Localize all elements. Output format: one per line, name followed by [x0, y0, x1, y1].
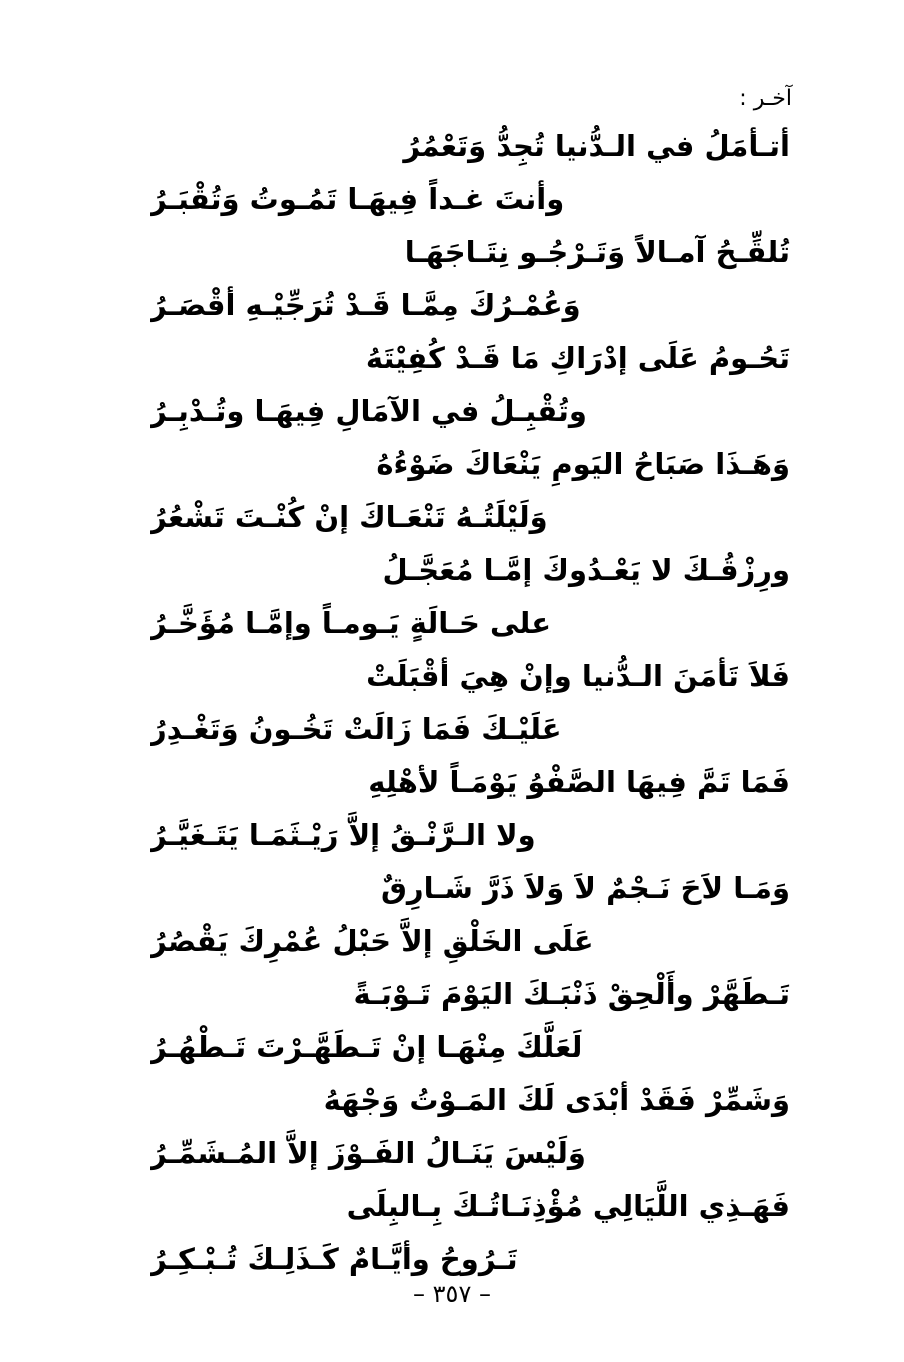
- page-number: – ٣٥٧ –: [413, 1280, 491, 1308]
- verse-first-hemistich: فَمَا تَمَّ فِيهَا الصَّفْوُ يَوْمَـاً لأهْلِهِ: [368, 765, 790, 799]
- verse-second-hemistich: ولا الـرَّنْـقُ إلاَّ رَيْـثَمَـا يَتَـغَيَّـرُ: [150, 818, 536, 852]
- section-label: آخـر :: [739, 86, 792, 111]
- verse-second-hemistich: وَلَيْلَتُـهُ تَنْعَـاكَ إنْ كُنْـتَ تَشْعُرُ: [150, 500, 548, 534]
- verse-first-hemistich: ورِزْقُـكَ لا يَعْـدُوكَ إمَّـا مُعَجَّـلُ: [382, 553, 790, 587]
- verse-first-hemistich: أتـأمَلُ في الـدُّنيا تُجِدُّ وَتَعْمُرُ: [403, 129, 790, 163]
- verse-second-hemistich: وَلَيْسَ يَنَـالُ الفَـوْزَ إلاَّ المُـشَمِّـرُ: [150, 1136, 586, 1170]
- verse-second-hemistich: عَلَى الخَلْقِ إلاَّ حَبْلُ عُمْرِكَ يَقْصُرُ: [150, 924, 594, 958]
- verse-second-hemistich: تَـرُوحُ وأيَّـامٌ كَـذَلِـكَ تُـبْـكِـرُ: [150, 1242, 518, 1276]
- verse-second-hemistich: وتُقْبِـلُ في الآمَالِ فِيهَـا وتُـدْبِـرُ: [150, 394, 587, 428]
- verse-first-hemistich: وَهَـذَا صَبَاحُ اليَومِ يَنْعَاكَ ضَوْءُهُ: [376, 447, 790, 481]
- verse-first-hemistich: تَحُـومُ عَلَى إدْرَاكِ مَا قَـدْ كُفِيْتَهُ: [365, 341, 790, 375]
- verse-first-hemistich: تُلقِّـحُ آمـالاً وَتَـرْجُـو نِتَـاجَهَـا: [404, 235, 790, 269]
- poem: [150, 120, 790, 1286]
- verse-second-hemistich: على حَـالَةٍ يَـومـاً وإمَّـا مُؤَخَّـرُ: [150, 606, 552, 640]
- verse-first-hemistich: تَـطَهَّرْ وأَلْحِقْ ذَنْبَـكَ اليَوْمَ تَـوْبَـةً: [353, 977, 790, 1011]
- verse-second-hemistich: وأنتَ غـداً فِيهَـا تَمُـوتُ وَتُقْبَـرُ: [150, 182, 565, 216]
- verse-first-hemistich: وَمَـا لاَحَ نَـجْمٌ لاَ وَلاَ ذَرَّ شَـارِقٌ: [380, 871, 790, 905]
- verse-first-hemistich: فَلاَ تَأمَنَ الـدُّنيا وإنْ هِيَ أقْبَلَتْ: [366, 659, 790, 693]
- verse-second-hemistich: وَعُمْـرُكَ مِمَّـا قَـدْ تُرَجِّيْـهِ أقْصَـرُ: [150, 288, 581, 322]
- verse-first-hemistich: وَشَمِّرْ فَقَدْ أبْدَى لَكَ المَـوْتُ وَجْهَهُ: [323, 1083, 790, 1117]
- verse-second-hemistich: عَلَيْـكَ فَمَا زَالَتْ تَخُـونُ وَتَغْـدِرُ: [150, 712, 562, 746]
- verse-second-hemistich: لَعَلَّكَ مِنْهَـا إنْ تَـطَهَّـرْتَ تَـطْهُـرُ: [150, 1030, 583, 1064]
- verse-first-hemistich: فَهَـذِي اللَّيَالِي مُؤْذِنَـاتُـكَ بِـالبِلَى: [346, 1189, 790, 1223]
